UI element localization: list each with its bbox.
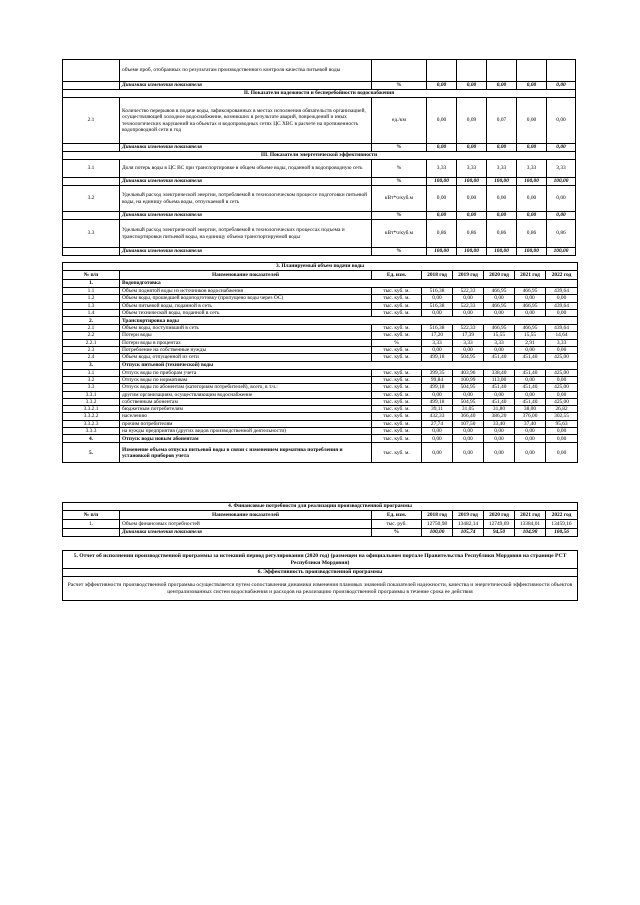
financial-needs-table <box>62 502 578 537</box>
section-header: 3. Планируемый объем подачи воды <box>63 263 578 271</box>
table-row: Динамика изменения показателя % 100,00 100,00 100,00 100,00 100,00 <box>63 178 576 186</box>
report-section-header: 5. Отчет об исполнении производственной программы за истекший период регулирования (2020 год) (размещен на официальном портале Правительства Республики Мордовия на странице РСТ Республики Мордовия) <box>63 551 578 569</box>
table-row: объеме проб, отобранных по результатам производственного контроля качества питьевой воды <box>63 60 576 82</box>
table-row: Динамика изменения показателя % 100,00 100,00 100,00 100,00 100,00 <box>63 248 576 256</box>
table-row: 3.1 Отпуск воды по приборам учета тыс. куб. м. 399,35 403,96 338,40 451,40 425,00 <box>63 369 578 376</box>
table-row: 3.3.1 другим организациям, осуществляющим водоснабжение тыс. куб. м. 0,00 0,00 0,00 0,00 0,00 <box>63 391 578 398</box>
table-row: 3.3.2.1 бюджетным потребителям тыс. куб. м. 39,11 31,05 31,80 38,00 26,82 <box>63 406 578 413</box>
table-row: 1.2 Объем воды, прошедшей водоподготовку (пропущено воды через ОС) тыс. куб. м. 0,00 0,00 0,00 0,00 0,00 <box>63 295 578 302</box>
section-header: III. Показатели энергетической эффективности <box>63 152 576 160</box>
table-row: 3.2 Отпуск воды по нормативам тыс. куб. м. 99,84 100,99 113,00 0,00 0,00 <box>63 376 578 383</box>
table-row: Динамика изменения показателя % 100,00 105,74 94,50 104,98 100,56 <box>63 529 578 537</box>
table-row: 2.1 Объем воды, поступивший в сеть тыс. куб. м. 516,38 522,33 466,95 466,95 439,64 <box>63 325 578 332</box>
table-row: 2.4 Объем воды, отпущенной из сети тыс. куб. м. 499,18 504,95 451,40 451,40 425,00 <box>63 354 578 361</box>
table-row: 1.4 Объем технической воды, поданной в сеть тыс. куб. м. 0,00 0,00 0,00 0,00 0,00 <box>63 309 578 316</box>
efficiency-text: Расчет эффективности производственной программы осуществляется путем сопоставления динамики изменения плановых значений показателей надежности, качества и энергетической эффективности объектов централизованных систем водоснабжения и расходов на реализацию производственной программы в течение срока ее действия <box>63 577 578 601</box>
table-row: 2.3 Потребление на собственные нужды тыс. куб. м. 0,00 0,00 0,00 0,00 0,00 <box>63 347 578 354</box>
table-row: 3.3.2.2 населению тыс. куб. м. 432,33 366,40 386,20 376,00 302,55 <box>63 413 578 420</box>
table-row: Динамика изменения показателя % 0,00 0,00 0,00 0,00 0,00 <box>63 212 576 220</box>
table-row: 3.2 Удельный расход электрической энергии, потребляемой в технологическом процессе подготовки питьевой воды, на единицу объема воды, отпускаемой в сеть кВт*ч/куб.м 0,00 0,00 0,00 0,00 0,00 <box>63 186 576 212</box>
table-row: 3. Отпуск питьевой (технической) воды <box>63 361 578 369</box>
efficiency-section-header: 6. Эффективность производственной программы <box>63 569 578 577</box>
table-row: 4. Отпуск воды новым абонентам тыс. куб. м. 0,00 0,00 0,00 0,00 0,00 <box>63 435 578 443</box>
table-row: 1. Объем финансовых потребностей тыс. руб. 12750,98 13482,14 12749,69 13384,01 13459,16 <box>63 520 578 529</box>
table-row: 2.2 Потери воды тыс. куб. м. 17,20 17,39 15,55 15,55 14,64 <box>63 332 578 339</box>
table-row: 1. Водоподготовка <box>63 280 578 288</box>
table-row: Динамика изменения показателя % 0,00 0,00 0,00 0,00 0,00 <box>63 144 576 152</box>
table-header: № п/п Наименование показателей Ед. изм. 2018 год 2019 год 2020 год 2021 год 2022 год <box>63 271 578 280</box>
report-efficiency-table <box>62 550 578 601</box>
table-row: 3.3 Отпуск воды по абонентам (категориям потребителей), всего, в т.ч.: тыс. куб. м. 499,18 504,95 451,40 451,40 425,00 <box>63 384 578 391</box>
section-header: II. Показатели надежности и бесперебойности водоснабжения <box>63 90 576 98</box>
table-row: 3.3.3 на нужды предприятия (других видов производственной деятельности) тыс. куб. м. 0,00 0,00 0,00 0,00 0,00 <box>63 428 578 435</box>
table-row: 2. Транспортировка воды <box>63 317 578 325</box>
table-row: 3.1 Доля потерь воды в ЦС ВС при транспортировке в общем объеме воды, поданной в водопроводную сеть % 3,33 3,33 3,33 3,33 3,33 <box>63 160 576 178</box>
indicators-table <box>62 59 576 256</box>
table-row: 2.1 Количество перерывов в подаче воды, зафиксированных в местах исполнения обязательств организацией, осуществляющей холодное водоснабжение, возникших в результате аварий, повреждений и иных технологических нарушений на объектах и водопроводных сетях ЦС ХВС в расчете на протяженность водопроводной сети в год ед./км 0,00 0,09 0,07 0,00 0,00 <box>63 98 576 144</box>
table-header: № п/п Наименование показателей Ед. изм. 2018 год 2019 год 2020 год 2021 год 2022 год <box>63 511 578 520</box>
table-row: 3.3 Удельный расход электрической энергии, потребляемой в технологических процессах подъема и транспортировки питьевой воды, на единицу объема транспортируемой воды кВт*ч/куб.м 0,86 0,86 0,86 0,86 0,86 <box>63 220 576 248</box>
table-row: 2.2.1 Потери воды в процентах % 3,33 3,33 3,33 2,91 3,33 <box>63 339 578 346</box>
table-row: 3.3.2 собственным абонентам тыс. куб. м. 499,18 504,95 451,40 451,40 425,00 <box>63 398 578 405</box>
table-row: Динамика изменения показателя % 0,00 0,00 0,00 0,00 0,00 <box>63 82 576 90</box>
table-row: 5. Изменение объема отпуска питьевой воды в связи с изменением норматива потребления и установкой приборов учета тыс. куб. м. 0,00 0,00 0,00 0,00 0,00 <box>63 443 578 463</box>
section-header: 4. Финансовые потребности для реализации производственной программы <box>63 503 578 511</box>
table-row: 3.3.2.3 прочим потребителям тыс. куб. м. 27,74 107,50 33,40 37,40 95,63 <box>63 420 578 427</box>
table-row: 1.1 Объем поднятой воды из источников водоснабжения тыс. куб. м. 516,38 522,33 466,95 466,95 439,64 <box>63 288 578 295</box>
water-volume-table <box>62 262 578 463</box>
table-row: 1.3 Объем питьевой воды, поданной в сеть тыс. куб. м. 516,38 522,33 466,95 466,95 439,64 <box>63 302 578 309</box>
